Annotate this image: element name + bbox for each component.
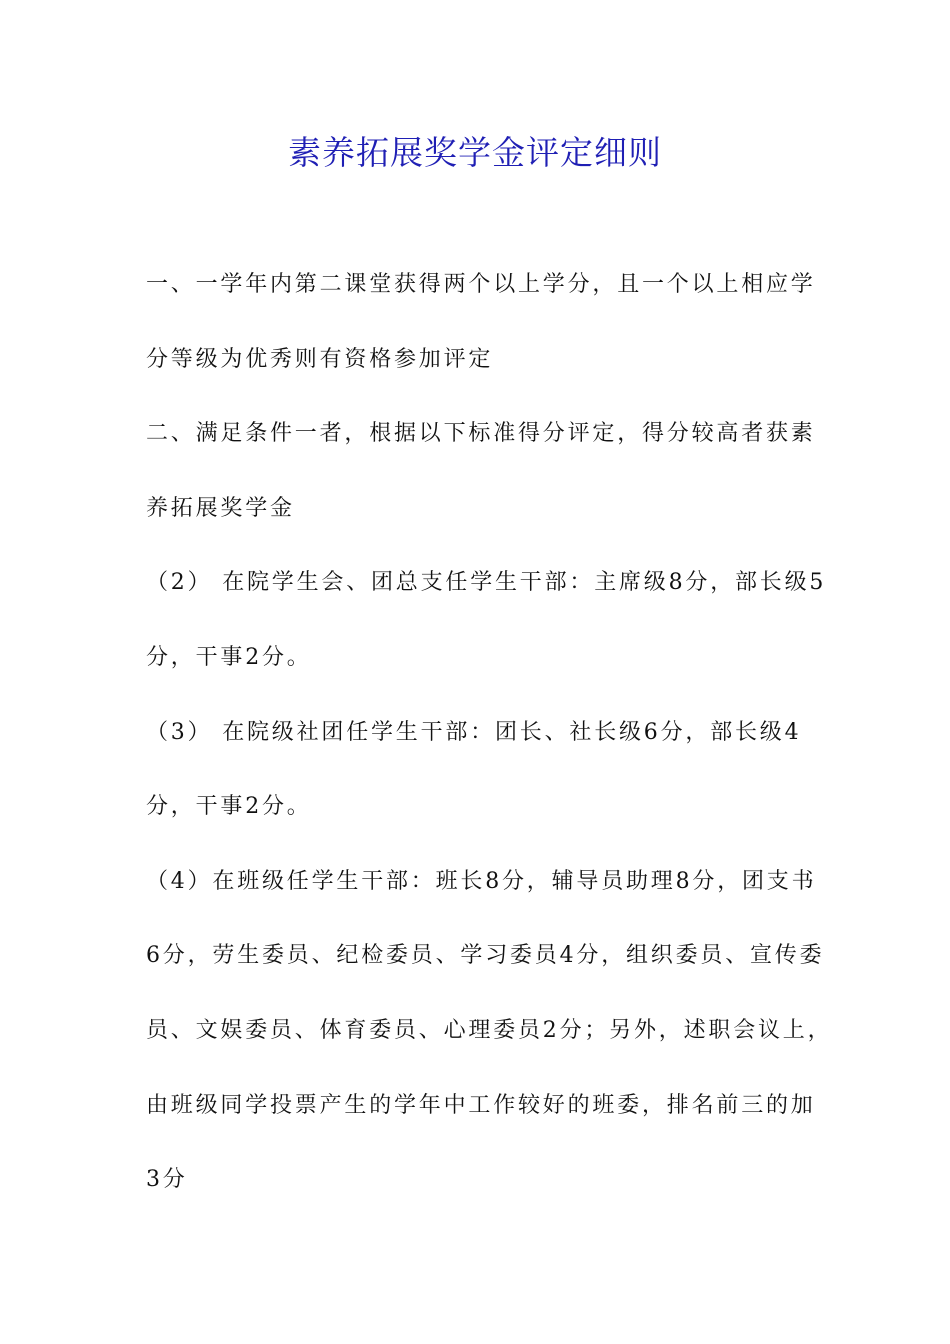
body-line: 员、文娱委员、体育委员、心理委员2分；另外，述职会议上，: [146, 1017, 833, 1043]
document-body: [146, 262, 836, 1232]
body-line: （2） 在院学生会、团总支任学生干部：主席级8分，部长级5: [146, 570, 827, 596]
body-line: 3分: [146, 1167, 188, 1193]
body-line: 分，干事2分。: [146, 644, 312, 670]
body-line: 养拓展奖学金: [146, 495, 295, 521]
body-line: 分等级为优秀则有资格参加评定: [146, 346, 494, 372]
body-line: （3） 在院级社团任学生干部：团长、社长级6分，部长级4: [146, 719, 802, 745]
document-title: 素养拓展奖学金评定细则: [288, 133, 662, 172]
body-line: 6分，劳生委员、纪检委员、学习委员4分，组织委员、宣传委: [146, 943, 825, 969]
body-line: 分，干事2分。: [146, 794, 312, 820]
body-line: 由班级同学投票产生的学年中工作较好的班委，排名前三的加: [146, 1092, 816, 1118]
body-line: （4）在班级任学生干部：班长8分，辅导员助理8分，团支书: [146, 868, 817, 894]
body-line: 一、一学年内第二课堂获得两个以上学分，且一个以上相应学: [146, 272, 816, 297]
body-line: 二、满足条件一者，根据以下标准得分评定，得分较高者获素: [146, 421, 816, 447]
